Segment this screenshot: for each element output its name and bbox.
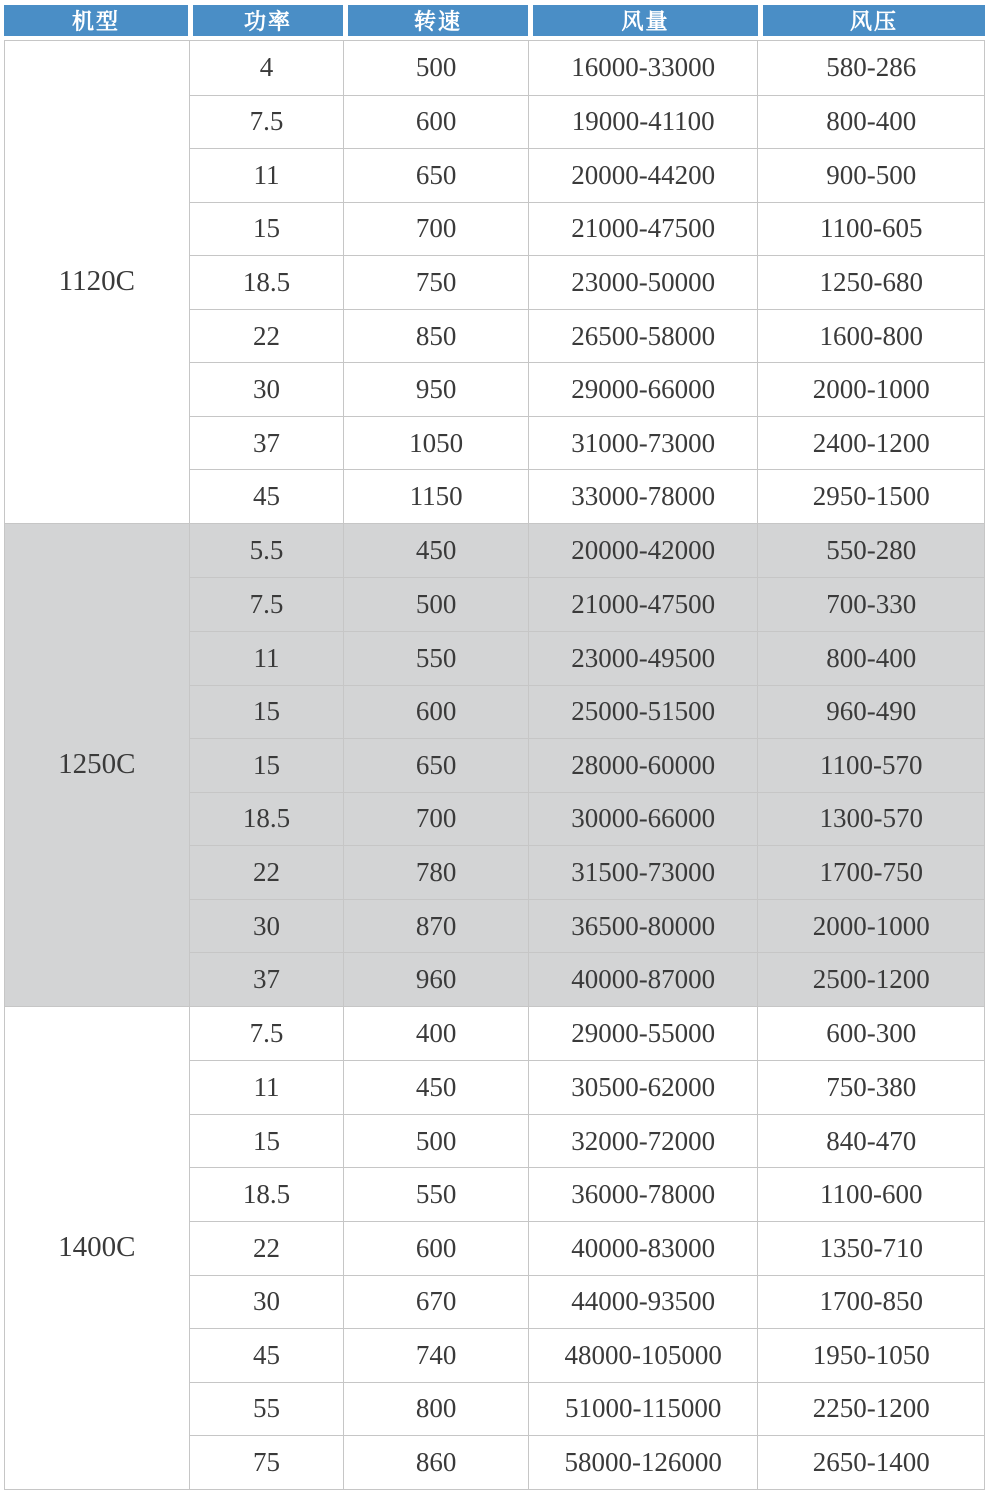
pressure-cell: 1250-680: [757, 255, 984, 309]
airflow-cell: 20000-42000: [528, 524, 758, 578]
header-model: 机型: [4, 5, 188, 36]
power-cell: 37: [189, 416, 344, 470]
speed-cell: 650: [343, 738, 528, 792]
model-label: 1120C: [58, 265, 135, 298]
power-cell: 5.5: [189, 524, 344, 578]
airflow-cell: 16000-33000: [528, 41, 758, 95]
pressure-cell: 580-286: [757, 41, 984, 95]
pressure-cell: 1100-600: [757, 1167, 984, 1221]
airflow-cell: 28000-60000: [528, 738, 758, 792]
pressure-cell: 1100-605: [757, 202, 984, 256]
pressure-cell: 700-330: [757, 577, 984, 631]
airflow-cell: 32000-72000: [528, 1114, 758, 1168]
speed-cell: 700: [343, 792, 528, 846]
pressure-cell: 2400-1200: [757, 416, 984, 470]
speed-cell: 500: [343, 41, 528, 95]
pressure-cell: 2950-1500: [757, 469, 984, 523]
power-cell: 7.5: [189, 95, 344, 149]
airflow-cell: 36000-78000: [528, 1167, 758, 1221]
speed-cell: 600: [343, 685, 528, 739]
speed-cell: 650: [343, 148, 528, 202]
power-cell: 15: [189, 1114, 344, 1168]
pressure-cell: 960-490: [757, 685, 984, 739]
power-cell: 22: [189, 1221, 344, 1275]
power-cell: 30: [189, 362, 344, 416]
power-cell: 11: [189, 1060, 344, 1114]
pressure-cell: 1700-850: [757, 1275, 984, 1329]
speed-cell: 670: [343, 1275, 528, 1329]
power-cell: 22: [189, 845, 344, 899]
airflow-cell: 20000-44200: [528, 148, 758, 202]
table-body: [4, 40, 985, 1490]
power-cell: 7.5: [189, 577, 344, 631]
speed-cell: 950: [343, 362, 528, 416]
header-airflow: 风量: [528, 5, 758, 36]
airflow-cell: 29000-55000: [528, 1007, 758, 1061]
pressure-cell: 2250-1200: [757, 1382, 984, 1436]
airflow-cell: 40000-83000: [528, 1221, 758, 1275]
speed-cell: 960: [343, 952, 528, 1006]
power-cell: 18.5: [189, 792, 344, 846]
pressure-cell: 840-470: [757, 1114, 984, 1168]
pressure-cell: 1700-750: [757, 845, 984, 899]
pressure-cell: 900-500: [757, 148, 984, 202]
pressure-cell: 2500-1200: [757, 952, 984, 1006]
speed-cell: 550: [343, 631, 528, 685]
pressure-cell: 800-400: [757, 95, 984, 149]
power-cell: 15: [189, 685, 344, 739]
speed-cell: 1050: [343, 416, 528, 470]
airflow-cell: 25000-51500: [528, 685, 758, 739]
model-label: 1250C: [58, 748, 136, 781]
pressure-cell: 600-300: [757, 1007, 984, 1061]
model-label: 1400C: [58, 1231, 136, 1264]
power-cell: 11: [189, 631, 344, 685]
airflow-cell: 23000-49500: [528, 631, 758, 685]
power-cell: 55: [189, 1382, 344, 1436]
power-cell: 15: [189, 738, 344, 792]
airflow-cell: 36500-80000: [528, 899, 758, 953]
pressure-cell: 1300-570: [757, 792, 984, 846]
speed-cell: 800: [343, 1382, 528, 1436]
power-cell: 11: [189, 148, 344, 202]
airflow-cell: 51000-115000: [528, 1382, 758, 1436]
airflow-cell: 19000-41100: [528, 95, 758, 149]
speed-cell: 850: [343, 309, 528, 363]
airflow-cell: 30500-62000: [528, 1060, 758, 1114]
speed-cell: 700: [343, 202, 528, 256]
pressure-cell: 1600-800: [757, 309, 984, 363]
speed-cell: 600: [343, 95, 528, 149]
power-cell: 30: [189, 1275, 344, 1329]
airflow-cell: 30000-66000: [528, 792, 758, 846]
airflow-cell: 26500-58000: [528, 309, 758, 363]
pressure-cell: 750-380: [757, 1060, 984, 1114]
table-header: [4, 5, 985, 36]
power-cell: 7.5: [189, 1007, 344, 1061]
airflow-cell: 44000-93500: [528, 1275, 758, 1329]
airflow-cell: 29000-66000: [528, 362, 758, 416]
power-cell: 18.5: [189, 1167, 344, 1221]
speed-cell: 450: [343, 1060, 528, 1114]
speed-cell: 750: [343, 255, 528, 309]
airflow-cell: 58000-126000: [528, 1435, 758, 1489]
pressure-cell: 1100-570: [757, 738, 984, 792]
model-group-1250C: [5, 523, 984, 1006]
pressure-cell: 1350-710: [757, 1221, 984, 1275]
model-group-1400C: [5, 1006, 984, 1489]
power-cell: 22: [189, 309, 344, 363]
speed-cell: 400: [343, 1007, 528, 1061]
airflow-cell: 33000-78000: [528, 469, 758, 523]
power-cell: 15: [189, 202, 344, 256]
airflow-cell: 40000-87000: [528, 952, 758, 1006]
airflow-cell: 31500-73000: [528, 845, 758, 899]
speed-cell: 860: [343, 1435, 528, 1489]
power-cell: 30: [189, 899, 344, 953]
pressure-cell: 2650-1400: [757, 1435, 984, 1489]
speed-cell: 500: [343, 1114, 528, 1168]
airflow-cell: 48000-105000: [528, 1328, 758, 1382]
speed-cell: 740: [343, 1328, 528, 1382]
pressure-cell: 800-400: [757, 631, 984, 685]
power-cell: 18.5: [189, 255, 344, 309]
header-pressure: 风压: [758, 5, 985, 36]
speed-cell: 500: [343, 577, 528, 631]
power-cell: 45: [189, 469, 344, 523]
speed-cell: 1150: [343, 469, 528, 523]
airflow-cell: 21000-47500: [528, 202, 758, 256]
speed-cell: 550: [343, 1167, 528, 1221]
power-cell: 75: [189, 1435, 344, 1489]
speed-cell: 870: [343, 899, 528, 953]
header-power: 功率: [188, 5, 343, 36]
model-group-1120C: [5, 41, 984, 523]
power-cell: 45: [189, 1328, 344, 1382]
speed-cell: 450: [343, 524, 528, 578]
speed-cell: 600: [343, 1221, 528, 1275]
header-speed: 转速: [343, 5, 528, 36]
power-cell: 4: [189, 41, 344, 95]
power-cell: 37: [189, 952, 344, 1006]
airflow-cell: 31000-73000: [528, 416, 758, 470]
pressure-cell: 550-280: [757, 524, 984, 578]
pressure-cell: 1950-1050: [757, 1328, 984, 1382]
pressure-cell: 2000-1000: [757, 362, 984, 416]
speed-cell: 780: [343, 845, 528, 899]
pressure-cell: 2000-1000: [757, 899, 984, 953]
airflow-cell: 23000-50000: [528, 255, 758, 309]
airflow-cell: 21000-47500: [528, 577, 758, 631]
